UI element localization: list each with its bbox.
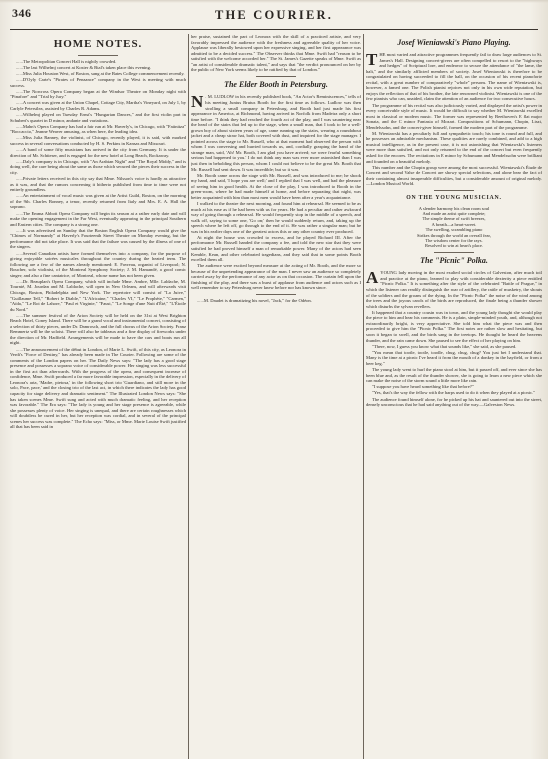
home-note-item: ......Several Canadian artists have formed themselves into a company, for the purpose of giving enjoyable soirées musicales throughout the country during the heated term. The following are a few of the names already mentioned: E. Favreau, organist of Liverpool; N. Boucher, solo violinist, of the Montreal Symphony Society; J. M. Hamandé, a good comic singer; and also a fine cantatrice, of Montreal, whose name has not been given. (10, 250, 186, 278)
journal-title: THE COURIER. (214, 8, 334, 22)
wieniawski-article-title: Josef Wieniawski's Piano Playing. (397, 38, 511, 47)
page-edge-shadow (0, 0, 548, 3)
home-note-item: ......The summer festival of the Arion Society will be held on the 31st at West Brighton Beach Hotel, Coney Island. There will be a grand vocal and instrumental concert, consisting of a selection of thirty pieces, under Dr. Damrosch, and the full chorus of the Arion Society. Franz Remmertz will be the soloist. There will also be tableaux and a fine display of fireworks under the direction of Mr. Hadfield. Arrangements will be made to have the cars and boats run all night. (10, 312, 186, 346)
picnic-paragraph: The young lady went to hurl the piano stool at him, but it passed off, and ever since she has been blue and, as the result of the thunder shower, she is going to learn a new piece which she can make the noise of the storm sound a little more like rain. (366, 367, 542, 384)
picnic-dropcap: A (366, 268, 379, 288)
home-note-item: ......The Metropolitan Concert Hall is nightly crowded. (16, 58, 117, 64)
poem-line: A slender harmony his clean room soul (418, 205, 490, 211)
column-booth (191, 34, 361, 759)
booth-paragraph: The audience were excited beyond measure at the acting of Mr. Booth, and the more so because of the unpretending appearance of the man. I never saw an audience so completely carried away by the performance of any actor as on that occasion. The curtain fell upon the finishing of the play, and there was a burst of applause from audience and actors such as I well remember to say Petersburg never knew before nor has known since. (191, 263, 361, 291)
picnic-paragraph: "Yes, that's the way the fellow with the harps used to do it when they played at a picnic." (372, 390, 536, 396)
booth-article-title: The Elder Booth in Petersburg. (224, 80, 328, 90)
booth-paragraph: I walked to the theatre the next morning, and found him at rehearsal. He seemed to be as much at his ease as if he had been with us for years. He had a peculiar and rather awkward way of going through a rehearsal. He would frequently stop in the middle of a speech, and walk off, saying to some one, 'Go on;' then he would suddenly return, and, taking up the speech where he left off, go through to the end of it. He was rather a singular man; but he was in his earlier days one of the greatest actors this or any other country ever produced. (191, 201, 361, 234)
wieniawski-paragraph: This number and the Chopin group were among the most successful. Wieniawski's Étude de Concert and second Valse de Concert are showy special selections, and alone bear the fact of their containing almost insuperable difficulties, but a considerable amount of original melody.—London Musical World. (366, 164, 542, 187)
column-divider (188, 34, 189, 759)
home-note-item: ......Dr. Beauplan's Opera Company, which will include Mme. Ambre, Mlle. Laldache, M. Tournié, M. Jourdan and M. Laldache, will open in New Orleans, and will afterwards visit Chicago, Boston, Philadelphia and New York. The repertoire will consist of "La Juive," "Guillaume Tell," "Robert le Diable," "L'Africaine," "Charles VI," "Le Prophète," "Carmen," "Aïda," "Le Roi de Lahore," "Paul et Virginie," "Faust," "Le Songe d'une Nuit d'Été," "L'Étoile du Nord." (10, 278, 186, 312)
home-note-item: ......The Emma Abbott Opera Company will begin its season at a rather early date and will make the opening engagement in the Far West, eventually appearing in the principal Southern and Eastern cities. The company is a strong one. (10, 210, 186, 227)
home-note-item: ......An entertainment of vocal music was given at the Artist Guild, Boston, on the morning of the 9th. Charles Bonney, a tenor, recently returned from Italy and Mrs. E. A. Hall the soprano. (10, 193, 186, 210)
home-note-item: ......A concert was given at the Union Chapel, Cottage City, Martha's Vineyard, on July 1, by Carlyle Petersilea, assisted by Charles R. Adams. (10, 100, 186, 111)
masthead (10, 6, 538, 30)
home-note-item: ......A band of some fifty musicians has arrived in the city from Germany. It is under the direction of Mr. Schtieser, and is engaged for the new hotel at Long Beach, Rockaway. (10, 147, 186, 158)
section-divider (434, 190, 474, 191)
daudet-note: ......M. Daudet is dramatizing his novel, "Jack," for the Odéon. (197, 297, 312, 303)
home-note-item: ......The Norcross Opera Company began at the Windsor Theatre on Monday night with "Pinafore" and "Trial by Jury." (10, 88, 186, 100)
home-note-item: ......Daly's company is in Chicago, with "An Arabian Night" and "The Royal Middy," and is doing well, the care being about the same as those which secured the pieces their success in the city. (10, 158, 186, 175)
home-note-item: ......Wilhelmj played on Tuesday Ernst's "Hungarian Dances," and the first violin part in Schubert's quartet in D minor, andante and variations. (10, 112, 186, 123)
booth-article-body (191, 173, 361, 291)
booth-paragraph: At night the house was crowded to excess, and he played Richard III. After the performance Mr. Russell handed the company a fee, and told the new star that they were satisfied he had proved himself a man of remarkable power. Many of the actors had seen Kemble, Kean, and other celebrated tragedians, and they said that in some points Booth excelled them all. (191, 234, 361, 263)
section-divider (434, 252, 474, 253)
booth-lead-paragraph (191, 94, 361, 172)
poem-line: A breath—a heart-sweet. (431, 221, 477, 227)
wieniawski-lead-paragraph (366, 52, 542, 102)
swift-continuation (191, 34, 361, 73)
home-notes-title: HOME NOTES. (53, 38, 143, 50)
picnic-polka-title: The "Picnic" Polka. (420, 256, 488, 266)
poem (366, 206, 542, 249)
picnic-paragraph: It happened that a country cousin was in town, and the young lady thought she would play the piece to him and hear his comments. He is a plain, simple-minded youth, and, although not extraordinarily bright, is very appreciative. She told him what the piece was and then proceeded to give him the "Picnic Polka." The first notes are rather slow and hesitating, but soon it began to swell, and the birds sang in the treetops. He thought he heard the heavens thunder, and the rain came down. She paused to see the effect of her playing on him. (366, 309, 542, 343)
poem-line: Resolved to win at heart's place. (424, 243, 484, 249)
home-note-item: ......Miss Julia Houston West, of Boston, sang at the Bates College commencement recently. (16, 70, 185, 76)
home-note-item: ......The announcement of the début in London, of Marie L. Swift, of this city, as Leonora in Verdi's "Force of Destiny," has already been made in The Courier. Following are some of the comments of the London papers on her. The Daily News says: "The lady has a good stage presence and possesses a soprano voice of considerable power. Her singing was less successful in the first act than afterwards. With the progress of the opera, and consequent increase of confidence, Mme. Swift produced a far more favorable impression, especially in the delivery of Leonora's aria, 'Madre, pietosa,' in the following short trio 'Guardiano, and still more in the solo, Pace, pace,' and the closing trio of the last act, in which there indicates the lady has good capacity for stage delivery and dramatic sentiment." The Illustrated London News says: "She has taken scenes Mme. Swift sung and acted with much dramatic feeling, and her reception was favorable." The Era says: "The lady is young and her stage presence is agreeable, while she possesses plenty of voice. Her singing is unequal, and there are certain roughnesses which will doubtless be cured in her, but her reception was cordial, and in several of the principal scenes her success was complete." The Echo says: "Miss, or Mme. Marie Louise Swift justified all that has been said in (10, 346, 186, 430)
booth-dropcap: N (191, 92, 204, 112)
home-note-item: ......It was advertised on Sunday that the Boston English Opera Company would give the "Chimes of Normandy" at Haverly's Fourteenth Street Theatre on Monday evening, but the performance did not take place. It was said that the failure was caused by the illness of one of the singers. (10, 227, 186, 250)
booth-paragraph: Mr. Booth came across the stage with Mr. Russell, and was introduced to me; he shook my hand, and said, 'I hope you are well;' and I replied that I was well, and had the pleasure of seeing him in good health. At the close of the play, I was introduced to Booth in the green-room, where he had made himself at home, and before separating that night, was better acquainted with him than most men would have been after a year's acquaintance. (191, 172, 361, 200)
home-note-item: ......D'Oyly Carte's "Pirates of Penzance" company in the West is meeting with much success. (10, 77, 186, 88)
picnic-lead-paragraph (366, 270, 542, 309)
wieniawski-paragraph: M. Wieniawski has a peculiarly full and sympathetic touch; his tone is round and full, and he possesses an admirable mechanism. These qualities are rarely combined, and add to a high musical intelligence, as in the present case, it is not astonishing that Wieniawski's listeners were more than satisfied, and not only returned to the end of the concert but even frequently asked for the encores. The recitations in E minor by Schumann and Mendelssohn were brilliant and founded on a beautiful melody. (366, 130, 542, 164)
home-note-item: ......Mahn's Opera Company has had a fair run at Mr. Haverly's, in Chicago, with "Fatinitza" "Boccaccio," Jeanne Weaver amusing, as when here, the leading idea. (10, 123, 186, 135)
poem-title: ON THE YOUNG MUSICIAN. (406, 194, 502, 201)
swift-review-paragraph: her praise, sustained the part of Leonora with the skill of a practiced artiste, and very favorably impressed the audience with the freshness and agreeable quality of her voice. Applause was liberally bestowed upon her expressive singing, and her first appearance was admitted to be a decided success." The Observer thinks that Mme. Swift had "reason to be satisfied with the welcome accorded her." The St. James's Gazette speaks of Mme. Swift as "an artist of considerable dramatic talent," and says that "the verdict pronounced on her by the public of New York seems likely to be ratified by that of London." (191, 34, 361, 73)
home-note-item: ......Miss Julia Ranney, the violinist, of Chicago, recently played, it is said, with marked success in several conversations conducted by H. S. Perkins in Kansas and Missouri. (10, 135, 186, 146)
picnic-paragraph: The audience found himself alone, for he picked up his hat and sauntered out into the street, densely unconscious that he had said anything out of the way.—Galveston News. (366, 396, 542, 408)
wieniawski-lead-text: HE most varied and attractive programmes frequently fail to draw large audiences to St. James's Hall. Designing concert-givers are often compelled to resort to the "highways and hedges" of Scriptural lore, and endeavor to secure the attendance of "the lame, the halt," and the similarly afflicted members of society. Josef Wieniawski is therefore to be congratulated on having succeeded to fill the hall, on the occasion of his recent pianoforte recital, with a great number of comparatively "whole" persons. The name of Wieniawski is, however, a famed one. The Polish pianist rejoices not only in his own wide reputation, but enjoys the reflection of that of his brother, the late renowned violinist. Wieniawski is one of the few pianists who can, unaided, claim the attention of an audience for two consecutive hours. (366, 52, 542, 102)
wieniawski-dropcap: T (366, 50, 378, 69)
home-note-item: ......The last Wilhelmj concert at Koster & Bial's taken place this evening. (16, 64, 152, 70)
picnic-paragraph: "There, now, I guess you know what that sounds like," she said, as she paused. (372, 343, 517, 349)
picnic-lead-text: YOUNG lady moving in the most exalted social circles of Galveston, after much toil and practice at the piano, learned to play with considerable dexterity a piece entitled "Picnic Polka." It is something after the style of the celebrated "Battle of Prague," in which the listener can readily distinguish the roar of artillery, the rattle of musketry, the shouts of the soldiers and the groans of the dying. In the "Picnic Polka" the noise of the wind among the trees and the joyous carols of the birds are reproduced, the finale being a thunder shower which disturbs the sylvan revellers. (366, 270, 542, 309)
section-divider (256, 294, 296, 295)
page-number: 346 (12, 6, 32, 20)
picnic-article-body (366, 310, 542, 408)
home-notes-list (10, 59, 186, 430)
column-divider (363, 34, 364, 759)
section-divider (256, 76, 296, 77)
booth-lead-text: . M. LUDLOW in his recently published book, "An Actor's Reminiscences," tells of his meeting Junius Brutus Booth for the first time as follows. Ludlow was then strolling a small company in Petersburg, and Booth had just made his first appearance in America, at Richmond, having arrived in Norfolk from Madeira only a short time before. "I think they had reached the fourth act of the play, and I was sauntering near the head of the stairs that led up to the stage, when a small man, that I took to be a well-grown boy of about sixteen years of age, came running up the stairs, wearing a roundabout jacket and a cheap straw hat, both covered with dust, and inquired for the stage manager. I pointed across the stage to Mr. Russell, who at that moment had observed the person with whom I was conversing and hurried towards us, and, cordially grasping the hand of the strange man, said, 'Ah! Mr. Booth, I am glad you have arrived; we were fearful something serious had happened to you.' I do not think any man was ever more astonished than I was just then in beholding this person, whom I could not believe to be the great Mr. Booth that Mr. Russell had sent down. It was incredible; but so it was. (191, 94, 361, 172)
wieniawski-paragraph: The programme of his recital was also judiciously varied, and displayed the artist's power in every conceivable style of music. It would be difficult to say whether M. Wieniawski excelled most in classical or modern music. The former was represented by Beethoven's E flat major Sonata, and the C minor Fantasia of Mozart. Compositions of Schumann, Chopin, Liszt, Mendelssohn, and the concert-giver himself, formed the modern part of the programme. (366, 102, 542, 130)
poem-line: The simple theme of swift breezes, (422, 216, 486, 222)
poem-line: The swelling, scrambling piano (425, 227, 483, 233)
home-note-item: ......Private letters received in this city say that Mme. Nilsson's voice is hardly as attractive as it was, and that the rumors concerning it hitherto published from time to time were not entirely groundless. (10, 176, 186, 193)
poem-line: The wisdom center for the rays. (425, 237, 483, 243)
column-home-notes (10, 34, 186, 759)
picnic-paragraph: "I suppose you have heard something like that before?" (372, 384, 474, 390)
column-wieniawski (366, 34, 542, 759)
title-divider (78, 55, 118, 56)
poem-line: Strikes through the world an overall fear, (417, 232, 491, 238)
article-columns (10, 34, 542, 759)
poem-line: And made an artist quite complete; (422, 210, 486, 216)
wieniawski-article-body (366, 103, 542, 187)
picnic-paragraph: "You mean that tootle, tootle, toodle, chug, chug, chug? You just bet I understand that. Many is the time at a picnic I've heard it from the mouth of a donkey in the hayfield, or from a beer keg." (366, 349, 542, 366)
